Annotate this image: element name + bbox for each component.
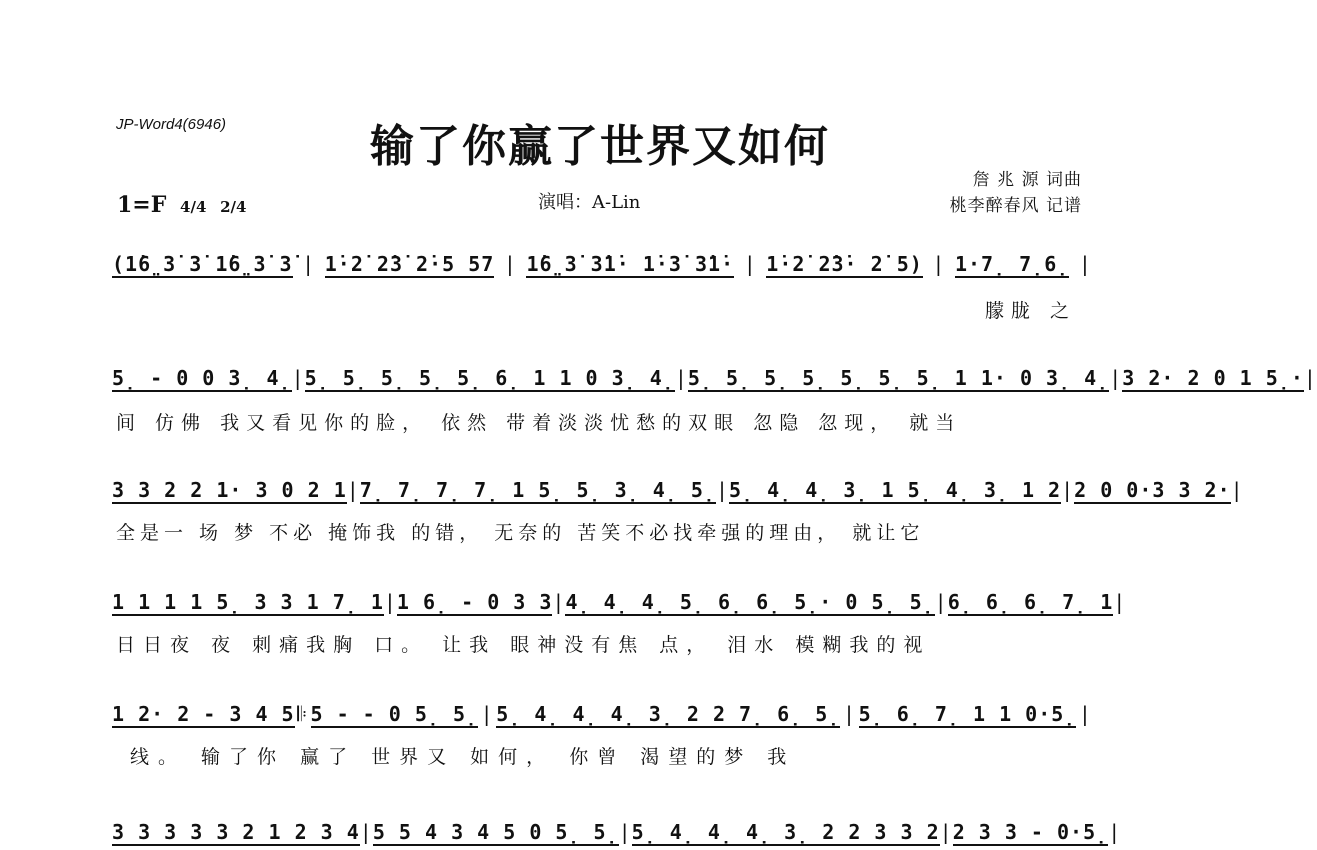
measure: 1̇·2̇ 2̇3̇ 2̇·5 57 [324,252,495,276]
barline: | [715,478,729,502]
measure: 1 1 1 1 5̣ 3 3 1 7̣ 1 [112,590,384,614]
measure: 1 6̣ - 0 3 3 [396,590,553,614]
measure: 4̣ 4̣ 4̣ 5̣ 6̣ 6̣ 5̣· 0 5̣ 5̣ [565,590,935,614]
measure: 3 3 2 2 1· 3 0 2 1 [112,478,347,502]
barline: | [674,366,688,390]
measure: 2 3 3 - 0·5̣ [952,820,1109,844]
barline: | [291,366,305,390]
music-system-4 [112,590,1127,616]
barline: | [1109,366,1123,390]
barline: | [480,702,494,726]
time-signature-1: 4/4 [180,198,207,216]
barline: | [552,590,566,614]
barline: | [1113,590,1127,614]
barline: | [302,252,316,276]
measure: 5̣ 5̣ 5̣ 5̣ 5̣ 6̣ 1 1 0 3̣ 4̣ [304,366,675,390]
music-system-2 [112,366,1317,392]
time-signature-2: 2/4 [220,198,247,216]
barline: | [934,590,948,614]
barline: | [618,820,632,844]
measure: 7̣ 7̣ 7̣ 7̣ 1 5̣ 5̣ 3̣ 4̣ 5̣ [359,478,716,502]
lyrics-line-4: 日日夜 夜 刺痛我胸 口。 让我 眼神没有焦 点， 泪水 模糊我的视 [116,634,931,656]
barline: | [359,820,373,844]
singer-credit: 演唱：A-Lin [538,192,641,213]
barline: | [1078,252,1092,276]
lyrics-line-1: 朦胧 之 [984,300,1076,322]
measure: 6̣ 6̣ 6̣ 7̣ 1 [947,590,1114,614]
measure: 1̇·2̇ 2̇3̇· 2̇ 5) [766,252,923,276]
measure: 2 0 0·3 3 2· [1074,478,1231,502]
measure: 5̣ 6̣ 7̣ 1 1 0·5̣ [858,702,1077,726]
lyrics-line-3: 全是一 场 梦 不必 掩饰我 的错， 无奈的 苦笑不必找牵强的理由， 就让它 [116,522,925,544]
music-system-5 [112,702,1092,728]
song-title: 输了你赢了世界又如何 [370,121,830,172]
measure: 5̣ 4̣ 4̣ 4̣ 3̣ 2 2 3 3 2 [631,820,940,844]
music-system-6 [112,820,1122,846]
transcriber-credit: 桃李醉春风 记谱 [949,196,1082,216]
barline: | [346,478,360,502]
barline: | [1108,820,1122,844]
measure: 5 - - 0 5̣ 5̣ [310,702,479,726]
measure: 5 5 4 3 4 5 0 5̣ 5̣ [372,820,619,844]
measure: 1 2· 2 - 3 4 5 [112,702,295,726]
source-label: JP-Word4(6946) [116,116,227,133]
barline: | [383,590,397,614]
repeat-sign: 𝄆 [297,702,308,726]
key-label: 1=F [117,192,167,218]
barline: | [503,252,517,276]
measure: 5̣ 4̣ 4̣ 4̣ 3̣ 2 2 7̣ 6̣ 5̣ [496,702,841,726]
barline: | [932,252,946,276]
barline: | [743,252,757,276]
measure: (1̇6̤3̇ 3̇ 1̇6̤3̇ 3̇ [112,252,293,276]
music-system-1 [112,252,1092,278]
measure: 3 2· 2 0 1 5̣· [1122,366,1304,390]
barline: | [1303,366,1317,390]
measure: 5̣ - 0 0 3̣ 4̣ [112,366,292,390]
lyrics-line-5: 线。 输了你 赢了 世界又 如何， 你曾 渴望的梦 我 [130,746,796,768]
lyricist-composer-credit: 詹 兆 源 词曲 [972,170,1082,190]
measure: 1̇6̤3̇ 3̇1̇· 1̇·3̇ 3̇1̇· [526,252,735,276]
barline: | [1078,702,1092,726]
measure: 3 3 3 3 3 2 1 2 3 4 [112,820,360,844]
barline: | [1230,478,1244,502]
barline: | [939,820,953,844]
lyrics-line-2: 间 仿佛 我又看见你的脸， 依然 带着淡淡忧愁的双眼 忽隐 忽现， 就当 [116,412,962,434]
key-signature [117,192,246,218]
measure: 5̣ 5̣ 5̣ 5̣ 5̣ 5̣ 5̣ 1 1· 0 3̣ 4̣ [687,366,1110,390]
barline: | [1061,478,1075,502]
measure: 5̣ 4̣ 4̣ 3̣ 1 5̣ 4̣ 3̣ 1 2 [729,478,1062,502]
music-system-3 [112,478,1244,504]
barline: | [842,702,857,726]
measure: 1·7̣ 7̣6̣ [954,252,1070,276]
